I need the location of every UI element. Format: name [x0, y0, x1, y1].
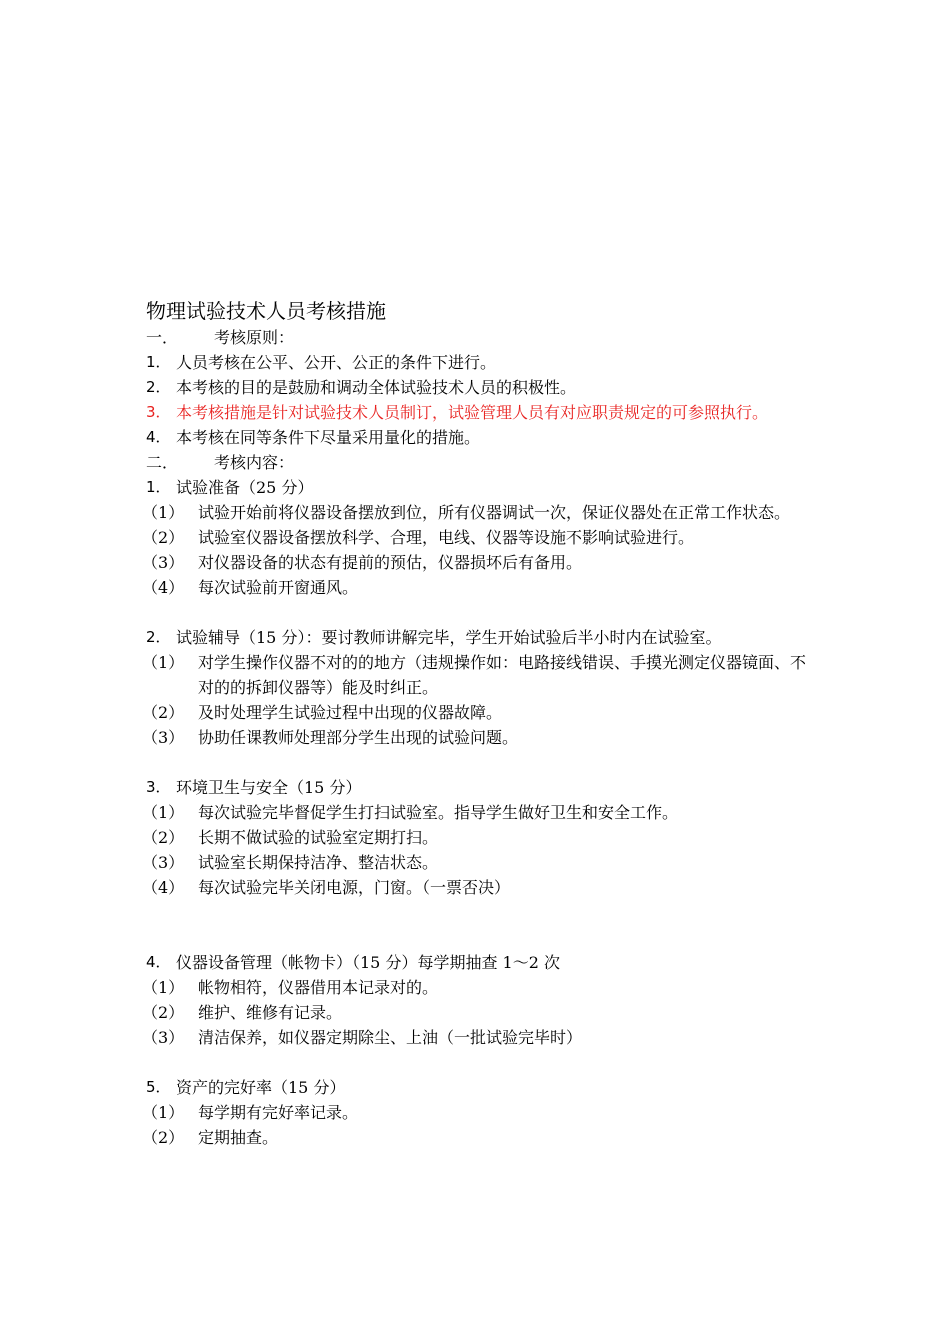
- item-text: 试验开始前将仪器设备摆放到位，所有仪器调试一次，保证仪器处在正常工作状态。: [198, 503, 791, 522]
- section-title: 环境卫生与安全（15 分）: [176, 778, 362, 797]
- document-body: [142, 297, 818, 1150]
- section-item: [142, 825, 818, 850]
- section-number: 1．: [146, 478, 171, 496]
- section-item: [142, 725, 818, 750]
- principle-item-number: 2．: [146, 378, 171, 396]
- section-number: 4．: [146, 953, 171, 971]
- item-number: （1）: [142, 653, 185, 672]
- item-text: 试验室长期保持洁净、整洁状态。: [198, 853, 439, 872]
- section-heading-asset-integrity: [146, 1075, 818, 1100]
- section-heading-hygiene-safety: [146, 775, 818, 800]
- principles-heading: [146, 325, 818, 350]
- section-item: [142, 800, 818, 825]
- section-heading-equipment: [146, 950, 818, 975]
- document-title: 物理试验技术人员考核措施: [146, 299, 386, 323]
- spacer: [146, 900, 818, 950]
- principle-item-number: 3．: [146, 403, 171, 421]
- section-item: [142, 875, 818, 900]
- section-item: [142, 1100, 818, 1125]
- spacer: [146, 750, 818, 775]
- item-text: 每学期有完好率记录。: [198, 1103, 359, 1122]
- section-item: [142, 575, 818, 600]
- section-number: 5．: [146, 1078, 171, 1096]
- section-title: 资产的完好率（15 分）: [176, 1078, 346, 1097]
- item-number: （2）: [142, 1003, 185, 1022]
- item-text: 及时处理学生试验过程中出现的仪器故障。: [198, 703, 503, 722]
- section-number: 3．: [146, 778, 171, 796]
- contents-heading-text: 考核内容：: [214, 453, 295, 472]
- item-text: 对学生操作仪器不对的的地方（违规操作如：电路接线错误、手摸光测定仪器镜面、不对的的拆卸仪器等）能及时纠正。: [198, 653, 807, 697]
- item-text: 清洁保养，如仪器定期除尘、上油（一批试验完毕时）: [198, 1028, 583, 1047]
- section-item: [142, 700, 818, 725]
- section-title: 试验辅导（15 分）：要讨教师讲解完毕，学生开始试验后半小时内在试验室。: [176, 628, 722, 647]
- principles-heading-number: 一．: [146, 328, 179, 347]
- section-title: 试验准备（25 分）: [176, 478, 314, 497]
- section-item: [142, 850, 818, 875]
- item-number: （1）: [142, 978, 185, 997]
- section-item: [142, 1025, 818, 1050]
- item-text: 协助任课教师处理部分学生出现的试验问题。: [198, 728, 519, 747]
- item-number: （3）: [142, 853, 185, 872]
- section-item: [142, 975, 818, 1000]
- item-text: 定期抽查。: [198, 1128, 279, 1147]
- item-text: 每次试验前开窗通风。: [198, 578, 359, 597]
- item-number: （3）: [142, 1028, 185, 1047]
- principle-item-highlighted: [146, 400, 818, 425]
- item-number: （1）: [142, 1103, 185, 1122]
- section-number: 2．: [146, 628, 171, 646]
- principle-item: [146, 350, 818, 375]
- section-heading-preparation: [146, 475, 818, 500]
- section-item: [142, 550, 818, 575]
- item-text: 对仪器设备的状态有提前的预估，仪器损坏后有备用。: [198, 553, 583, 572]
- item-number: （2）: [142, 828, 185, 847]
- item-text: 每次试验完毕督促学生打扫试验室。指导学生做好卫生和安全工作。: [198, 803, 679, 822]
- item-number: （2）: [142, 528, 185, 547]
- contents-heading: [146, 450, 818, 475]
- item-number: （1）: [142, 503, 185, 522]
- section-item: [142, 525, 818, 550]
- spacer: [146, 1050, 818, 1075]
- principle-item-number: 4．: [146, 428, 171, 446]
- section-item: [142, 650, 818, 700]
- principle-item-text: 本考核的目的是鼓励和调动全体试验技术人员的积极性。: [176, 378, 577, 397]
- item-number: （1）: [142, 803, 185, 822]
- principle-item: [146, 375, 818, 400]
- item-text: 试验室仪器设备摆放科学、合理，电线、仪器等设施不影响试验进行。: [198, 528, 695, 547]
- item-number: （4）: [142, 578, 185, 597]
- item-text: 长期不做试验的试验室定期打扫。: [198, 828, 439, 847]
- item-number: （3）: [142, 553, 185, 572]
- section-item: [142, 500, 818, 525]
- item-number: （3）: [142, 728, 185, 747]
- principle-item-text: 本考核措施是针对试验技术人员制订，试验管理人员有对应职责规定的可参照执行。: [176, 403, 769, 422]
- principle-item: [146, 425, 818, 450]
- section-item: [142, 1000, 818, 1025]
- item-number: （2）: [142, 703, 185, 722]
- item-number: （2）: [142, 1128, 185, 1147]
- spacer: [146, 600, 818, 625]
- section-item: [142, 1125, 818, 1150]
- item-number: （4）: [142, 878, 185, 897]
- contents-heading-number: 二．: [146, 453, 179, 472]
- item-text: 帐物相符，仪器借用本记录对的。: [198, 978, 439, 997]
- item-text: 维护、维修有记录。: [198, 1003, 343, 1022]
- principle-item-text: 人员考核在公平、公开、公正的条件下进行。: [176, 353, 497, 372]
- principles-heading-text: 考核原则：: [214, 328, 295, 347]
- principle-item-text: 本考核在同等条件下尽量采用量化的措施。: [176, 428, 481, 447]
- principle-item-number: 1．: [146, 353, 171, 371]
- item-text: 每次试验完毕关闭电源，门窗。（一票否决）: [198, 878, 511, 897]
- section-title: 仪器设备管理（帐物卡）（15 分）每学期抽查 1～2 次: [176, 953, 560, 972]
- section-heading-tutoring: [146, 625, 818, 650]
